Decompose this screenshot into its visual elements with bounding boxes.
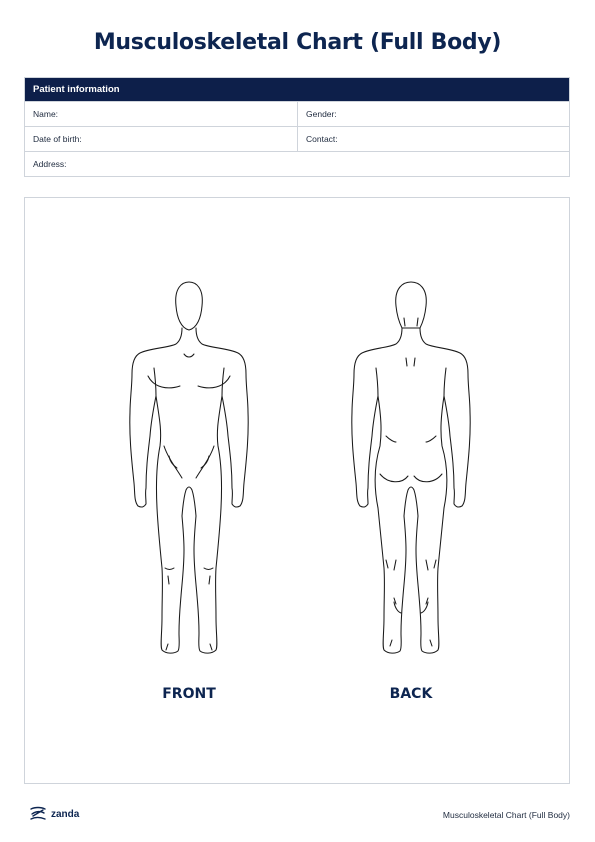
patient-row-address	[25, 151, 569, 176]
patient-information-header: Patient information	[25, 78, 569, 101]
patient-row-name-gender	[25, 101, 569, 126]
patient-row-dob-contact	[25, 126, 569, 151]
front-view-label: FRONT	[162, 686, 216, 702]
address-field[interactable]: Address:	[33, 159, 67, 169]
body-diagram-panel	[24, 197, 570, 784]
front-body-figure[interactable]	[124, 278, 254, 668]
date-of-birth-field[interactable]: Date of birth:	[33, 134, 82, 144]
footer-document-title: Musculoskeletal Chart (Full Body)	[442, 810, 570, 820]
zanda-logo	[29, 806, 79, 822]
contact-field[interactable]: Contact:	[297, 127, 569, 151]
brand-name: zanda	[51, 808, 80, 820]
zanda-logo-icon	[29, 806, 47, 822]
page-title: Musculoskeletal Chart (Full Body)	[93, 30, 502, 55]
gender-field[interactable]: Gender:	[297, 102, 569, 126]
name-field[interactable]: Name:	[33, 109, 59, 119]
back-body-figure[interactable]	[346, 278, 476, 668]
patient-information-table	[24, 77, 570, 177]
back-view-label: BACK	[389, 686, 433, 702]
